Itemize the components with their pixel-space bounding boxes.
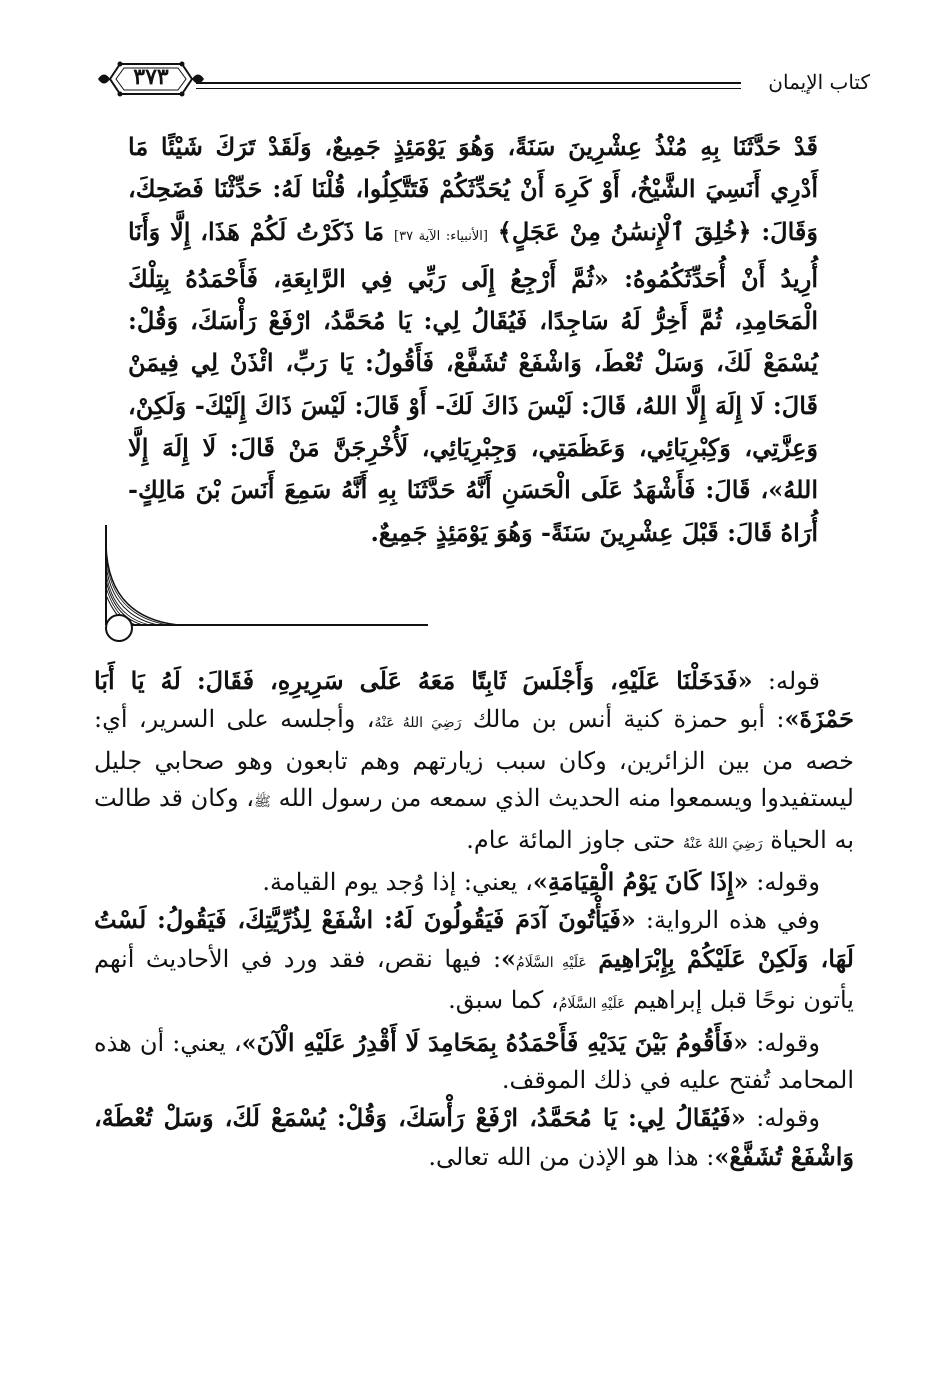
commentary-paragraph-4 (94, 1024, 854, 1100)
explanation-text: ، وكان قد طالت به الحياة (94, 784, 854, 854)
hadith-quote: «فَأَقُومُ بَيْنَ يَدَيْهِ فَأَحْمَدُهُ بِمَحَامِدَ لَا أَقْدِرُ عَلَيْهِ الْآنَ» (241, 1027, 749, 1057)
honorific-symbol: رَضِيَ اللهُ عَنْهُ (374, 715, 462, 732)
explanation-text: : أبو حمزة كنية أنس بن مالك (461, 705, 785, 734)
hadith-quote: «إِذَا كَانَ يَوْمُ الْقِيَامَةِ» (532, 867, 749, 897)
lead-text: وقوله: (748, 1028, 820, 1057)
explanation-text: ، وأجلسه على السرير، أي: خصه من بين الزائرين، وكان سبب زيارتهم وهم تابعون وهو صحابي جليل ليستفيدوا ويسمعوا منه الحديث الذي سمعه من رسول الله (94, 705, 854, 813)
lead-text: قوله: (752, 667, 821, 695)
hadith-part-1: قَدْ حَدَّثَنَا بِهِ مُنْذُ عِشْرِينَ سَنَةً، وَهُوَ يَوْمَئِذٍ جَمِيعٌ، وَلَقَدْ تَرَكَ شَيْئًا مَا أَدْرِي أَنَسِيَ الشَّيْخُ، أَوْ كَرِهَ أَنْ يُحَدِّثَكُمْ فَتَتَّكِلُوا، قُلْنَا لَهُ: حَدِّثْنَا فَضَحِكَ، وَقَالَ: ﴿خُلِقَ ٱلْإِنسَٰنُ مِنْ عَجَلٍ﴾ (128, 132, 818, 246)
explanation-text: : فيها نقص، فقد ورد في الأحاديث أنهم يأتون نوحًا قبل إبراهيم (94, 944, 854, 1015)
hadith-quote: «فَدَخَلْنَا عَلَيْهِ، وَأَجْلَسَ ثَابِتًا مَعَهُ عَلَى سَرِيرِهِ، فَقَالَ: لَهُ يَا أَبَا حَمْزَةَ» (94, 666, 855, 734)
hadith-quote: «فَيَأْتُونَ آدَمَ فَيَقُولُونَ لَهُ: اشْفَعْ لِذُرِّيَّتِكَ، فَيَقُولُ: لَسْتُ لَهَا، وَلَكِنْ عَلَيْكُمْ بِإِبْرَاهِيمَ (94, 905, 854, 973)
commentary-paragraph-1 (94, 662, 854, 863)
lead-text: وقوله: (745, 1104, 821, 1133)
honorific-symbol: ﷺ (254, 794, 271, 811)
lead-text: وفي هذه الرواية: (635, 906, 820, 935)
explanation-text: : هذا هو الإذن من الله تعالى. (428, 1142, 715, 1171)
hadith-quote: «فَيُقَالُ لِي: يَا مُحَمَّدُ، ارْفَعْ رَأْسَكَ، وَقُلْ: يُسْمَعْ لَكَ، وَسَلْ تُعْطَهْ، وَاشْفَعْ تُشَفَّعْ» (94, 1103, 854, 1171)
corner-ornament-icon (98, 525, 438, 645)
explanation-text: حتى جاوز المائة عام. (466, 825, 683, 854)
page-number-badge (96, 56, 206, 102)
header-rule (196, 82, 741, 84)
explanation-text: ، يعني: أن هذه المحامد تُفتح عليه في ذلك الموقف. (94, 1028, 854, 1095)
hadith-paragraph (128, 126, 818, 554)
hadith-text (128, 126, 818, 554)
honorific-symbol: عَلَيْهِ السَّلَامُ (558, 996, 626, 1013)
page-number: ٣٧٣ (133, 64, 169, 90)
honorific-symbol: عَلَيْهِ السَّلَامُ (516, 954, 587, 971)
explanation-text: ، كما سبق. (448, 986, 559, 1015)
book-title: كتاب الإيمان (768, 70, 870, 94)
explanation-text: ، يعني: إذا وُجد يوم القيامة. (262, 868, 533, 897)
commentary-paragraph-2 (94, 863, 854, 901)
commentary-paragraph-3 (94, 901, 854, 1023)
hadith-part-2: مَا ذَكَرْتُ لَكُمْ هَذَا، إِلَّا وَأَنَا أُرِيدُ أَنْ أُحَدِّثَكُمُوهُ: «ثُمَّ أَرْجِعُ إِلَى رَبِّي فِي الرَّابِعَةِ، فَأَحْمَدُهُ بِتِلْكَ الْمَحَامِدِ، ثُمَّ أَخِرُّ لَهُ سَاجِدًا، فَيُقَالُ لِي: يَا مُحَمَّدُ، ارْفَعْ رَأْسَكَ، وَقُلْ: يُسْمَعْ لَكَ، وَسَلْ تُعْطَ، وَاشْفَعْ تُشَفَّعْ، فَأَقُولُ: يَا رَبِّ، ائْذَنْ لِي فِيمَنْ قَالَ: لَا إِلَهَ إِلَّا اللهُ، قَالَ: لَيْسَ ذَاكَ لَكَ- أَوْ قَالَ: لَيْسَ ذَاكَ إِلَيْكَ- وَلَكِنْ، وَعِزَّتِي، وَكِبْرِيَائِي، وَعَظَمَتِي، وَجِبْرِيَائِي، لَأُخْرِجَنَّ مَنْ قَالَ: لَا إِلَهَ إِلَّا اللهُ»، قَالَ: فَأَشْهَدُ عَلَى الْحَسَنِ أَنَّهُ حَدَّثَنَا بِهِ أَنَّهُ سَمِعَ أَنَسَ بْنَ مَالِكٍ- أُرَاهُ قَالَ: قَبْلَ عِشْرِينَ سَنَةً- وَهُوَ يَوْمَئِذٍ جَمِيعٌ. (128, 216, 818, 547)
header-rule-thin (196, 88, 741, 89)
quote-close: » (501, 943, 517, 973)
honorific-symbol: رَضِيَ اللهُ عَنْهُ (682, 835, 763, 852)
page-header (96, 52, 876, 102)
lead-text: وقوله: (748, 868, 820, 897)
commentary-text (94, 662, 854, 1176)
commentary-paragraph-5 (94, 1099, 854, 1176)
quran-citation: [الأنبياء: الآية ٣٧] (394, 228, 488, 244)
